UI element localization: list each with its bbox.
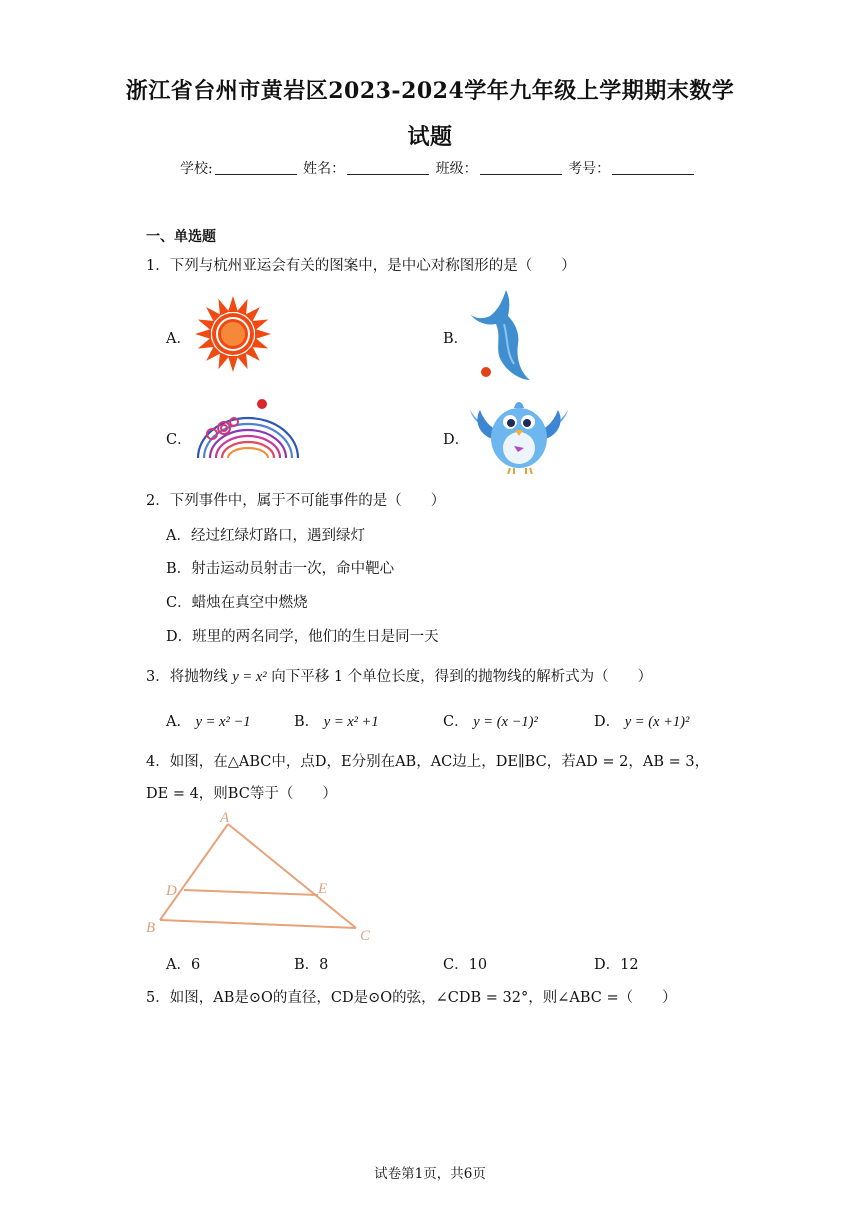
page-title-line2: 试题 [407, 124, 453, 150]
q1-option-c-label: C． [166, 432, 192, 448]
name-blank[interactable] [347, 160, 429, 175]
exam-no-blank[interactable] [612, 160, 694, 175]
school-blank[interactable] [215, 160, 297, 175]
q3-stem [146, 665, 652, 686]
name-label: 姓名： [303, 161, 346, 177]
segment-bc [160, 920, 356, 928]
q1-option-a-label: A． [166, 331, 191, 347]
label-d: D [166, 883, 177, 899]
school-label: 学校: [180, 161, 213, 177]
exam-no-label: 考号： [568, 161, 611, 177]
q3-stem-math: y = x² [232, 669, 267, 685]
sun-icon [192, 294, 274, 378]
q2-option-d: D．班里的两名同学，他们的生日是同一天 [166, 629, 439, 645]
page-title-line1: 浙江省台州市黄岩区2023-2024学年九年级上学期期末数学 [125, 78, 735, 104]
segment-ab [160, 824, 228, 920]
fish-tail-icon [468, 288, 540, 388]
rainbow-bridge-icon [194, 394, 302, 464]
label-c: C [360, 928, 371, 944]
class-blank[interactable] [480, 160, 562, 175]
q3-option-a: A． y = x² −1 [166, 714, 251, 730]
label-e: E [318, 881, 328, 897]
q4-option-a: A．6 [166, 957, 201, 973]
label-b: B [146, 920, 156, 936]
q3-stem-post: 向下平移 1 个单位长度，得到的抛物线的解析式为（ ） [266, 669, 653, 685]
section-heading: 一、单选题 [146, 229, 216, 245]
q3-option-c: C． y = (x −1)² [443, 714, 538, 730]
q1-option-b-label: B． [443, 331, 469, 347]
q3-stem-pre: 3．将抛物线 [146, 669, 233, 685]
q4-stem-line1: 4．如图，在△ABC中，点D，E分别在AB，AC边上，DE∥BC，若AD = 2，AB = 3， [146, 754, 710, 770]
segment-de [184, 890, 318, 895]
class-label: 班级： [435, 161, 478, 177]
bird-mascot-icon [470, 396, 568, 478]
q3-option-d: D． y = (x +1)² [594, 714, 690, 730]
q1-stem: 1．下列与杭州亚运会有关的图案中，是中心对称图形的是（ ） [146, 258, 576, 274]
label-a: A [220, 810, 230, 826]
q4-option-c: C．10 [443, 957, 488, 973]
q4-option-d: D．12 [594, 957, 639, 973]
q2-stem: 2．下列事件中，属于不可能事件的是（ ） [146, 493, 446, 509]
q3-option-b: B． y = x² +1 [294, 714, 379, 730]
q4-stem-line2: DE = 4，则BC等于（ ） [146, 786, 337, 802]
segment-ac [228, 824, 356, 928]
q4-option-b: B．8 [294, 957, 329, 973]
q5-stem: 5．如图，AB是⊙O的直径，CD是⊙O的弦，∠CDB = 32°，则∠ABC =（ ） [146, 990, 677, 1006]
q2-option-b: B．射击运动员射击一次，命中靶心 [166, 561, 395, 577]
q2-option-a: A．经过红绿灯路口，遇到绿灯 [166, 528, 365, 544]
student-info-line [180, 158, 696, 178]
q2-option-c: C．蜡烛在真空中燃烧 [166, 595, 308, 611]
q4-triangle-figure [140, 806, 380, 950]
page-footer: 试卷第1页，共6页 [374, 1166, 486, 1182]
q1-option-d-label: D． [443, 432, 470, 448]
